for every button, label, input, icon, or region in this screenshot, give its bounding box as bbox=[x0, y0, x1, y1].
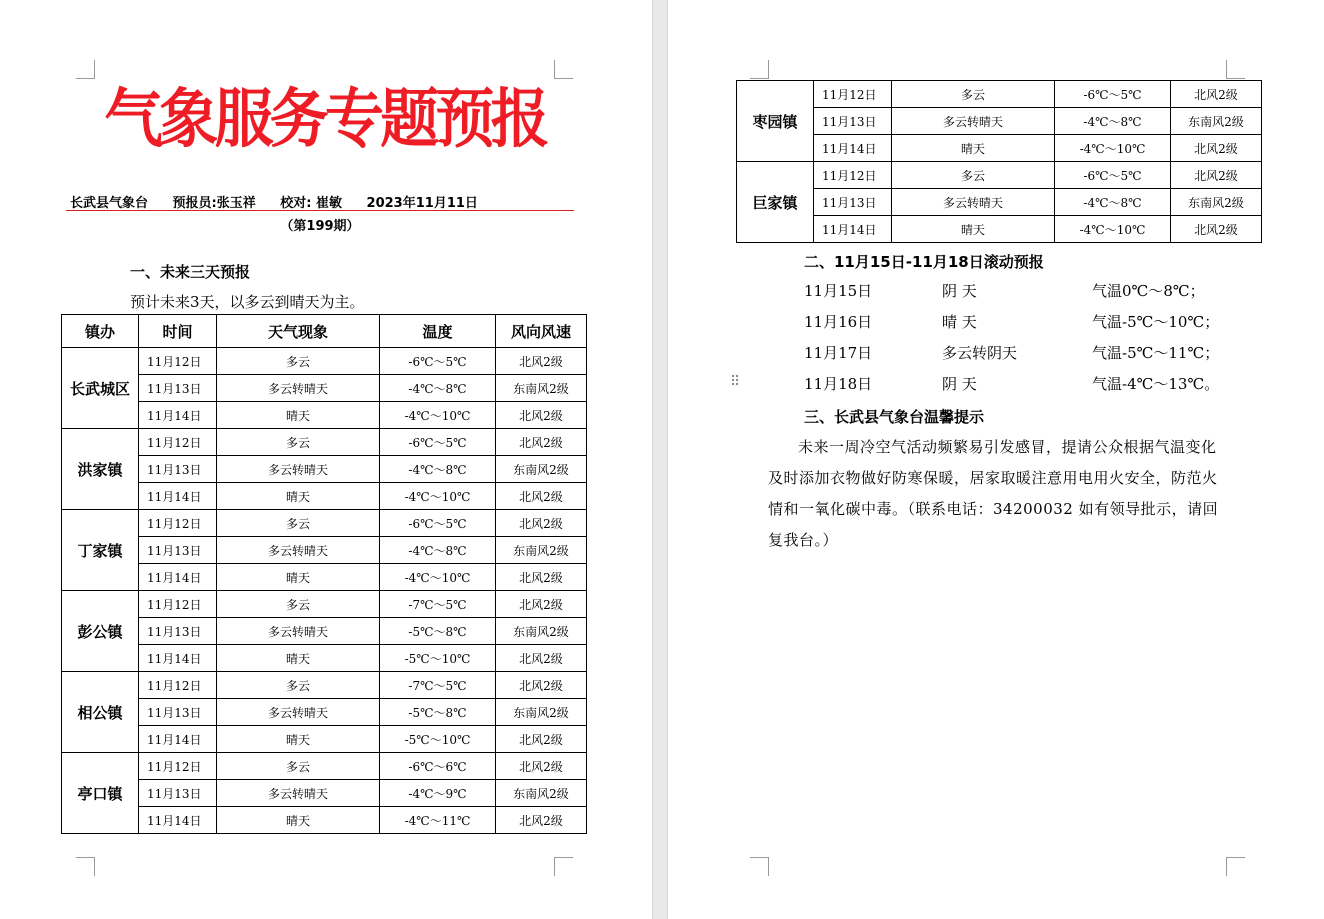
temp-cell: -7℃～5℃ bbox=[380, 672, 496, 699]
table-row bbox=[62, 483, 587, 510]
table-row bbox=[737, 108, 1262, 135]
weather-cell: 晴天 bbox=[217, 564, 380, 591]
date-cell: 11月14日 bbox=[139, 483, 217, 510]
table-row bbox=[62, 402, 587, 429]
date-cell: 11月12日 bbox=[139, 510, 217, 537]
date-cell: 11月12日 bbox=[139, 348, 217, 375]
temp-cell: -6℃～5℃ bbox=[1055, 162, 1171, 189]
col-header-wind: 风向风速 bbox=[496, 315, 587, 348]
col-header-town: 镇办 bbox=[62, 315, 139, 348]
rolling-weather: 晴 天 bbox=[942, 313, 977, 331]
weather-cell: 多云 bbox=[217, 753, 380, 780]
wind-cell: 北风2级 bbox=[496, 672, 587, 699]
temp-cell: -4℃～8℃ bbox=[1055, 189, 1171, 216]
date-cell: 11月12日 bbox=[814, 162, 892, 189]
table-row bbox=[62, 456, 587, 483]
table-row bbox=[737, 81, 1262, 108]
date-cell: 11月14日 bbox=[814, 135, 892, 162]
weather-cell: 晴天 bbox=[892, 216, 1055, 243]
wind-cell: 东南风2级 bbox=[496, 780, 587, 807]
wind-cell: 东南风2级 bbox=[1171, 108, 1262, 135]
date-cell: 11月14日 bbox=[139, 645, 217, 672]
crop-mark-icon bbox=[1226, 857, 1245, 876]
temp-cell: -4℃～10℃ bbox=[1055, 135, 1171, 162]
wind-cell: 北风2级 bbox=[1171, 81, 1262, 108]
issue-number: （第199期） bbox=[280, 219, 360, 234]
table-row bbox=[62, 699, 587, 726]
wind-cell: 北风2级 bbox=[1171, 216, 1262, 243]
crop-mark-icon bbox=[76, 60, 95, 79]
table-row bbox=[737, 135, 1262, 162]
rolling-weather: 阴 天 bbox=[942, 375, 977, 393]
header-line bbox=[70, 192, 570, 211]
date-cell: 11月12日 bbox=[814, 81, 892, 108]
table-row bbox=[62, 645, 587, 672]
temp-cell: -6℃～5℃ bbox=[1055, 81, 1171, 108]
list-item bbox=[804, 338, 1232, 369]
date-cell: 11月13日 bbox=[139, 618, 217, 645]
wind-cell: 北风2级 bbox=[496, 429, 587, 456]
section3-text: 未来一周冷空气活动频繁易引发感冒，提请公众根据气温变化及时添加衣物做好防寒保暖，居家取暖注意用电用火安全，防范火情和一氧化碳中毒。（联系电话：34200032 如有领导批示，请回复我台。） bbox=[768, 438, 1219, 549]
table-row bbox=[737, 216, 1262, 243]
town-name: 巨家镇 bbox=[737, 162, 814, 243]
table-row bbox=[62, 807, 587, 834]
table-row bbox=[62, 375, 587, 402]
rolling-date: 11月18日 bbox=[804, 375, 873, 393]
table-row bbox=[62, 780, 587, 807]
date-cell: 11月12日 bbox=[139, 672, 217, 699]
wind-cell: 北风2级 bbox=[1171, 135, 1262, 162]
town-name: 长武城区 bbox=[62, 348, 139, 429]
rolling-temp: 气温0℃～8℃； bbox=[1092, 282, 1205, 300]
page-gutter bbox=[652, 0, 668, 919]
temp-cell: -4℃～9℃ bbox=[380, 780, 496, 807]
drag-handle-icon[interactable]: ⠿ bbox=[730, 374, 741, 390]
list-item bbox=[804, 276, 1232, 307]
temp-cell: -6℃～6℃ bbox=[380, 753, 496, 780]
temp-cell: -6℃～5℃ bbox=[380, 510, 496, 537]
date-cell: 11月13日 bbox=[814, 108, 892, 135]
table-row bbox=[737, 162, 1262, 189]
forecast-table bbox=[61, 314, 587, 834]
temp-cell: -4℃～8℃ bbox=[380, 537, 496, 564]
temp-cell: -6℃～5℃ bbox=[380, 429, 496, 456]
wind-cell: 东南风2级 bbox=[496, 699, 587, 726]
date-cell: 11月13日 bbox=[814, 189, 892, 216]
date-cell: 11月14日 bbox=[814, 216, 892, 243]
table-row bbox=[737, 189, 1262, 216]
weather-cell: 多云转晴天 bbox=[217, 618, 380, 645]
weather-cell: 多云 bbox=[892, 81, 1055, 108]
section1-summary: 预计未来3天，以多云到晴天为主。 bbox=[130, 293, 365, 311]
section3-heading: 三、长武县气象台温馨提示 bbox=[804, 408, 985, 426]
wind-cell: 北风2级 bbox=[496, 483, 587, 510]
document-title: 气象服务专题预报 bbox=[104, 82, 546, 157]
col-header-temp: 温度 bbox=[380, 315, 496, 348]
date-cell: 11月14日 bbox=[139, 564, 217, 591]
weather-cell: 晴天 bbox=[217, 726, 380, 753]
wind-cell: 东南风2级 bbox=[1171, 189, 1262, 216]
weather-cell: 多云转晴天 bbox=[217, 456, 380, 483]
table-header-row bbox=[62, 315, 587, 348]
weather-cell: 多云 bbox=[217, 348, 380, 375]
wind-cell: 北风2级 bbox=[496, 402, 587, 429]
rolling-weather: 多云转阴天 bbox=[942, 344, 1018, 362]
table-row bbox=[62, 591, 587, 618]
temp-cell: -6℃～5℃ bbox=[380, 348, 496, 375]
table-row bbox=[62, 429, 587, 456]
table-row bbox=[62, 618, 587, 645]
table-row bbox=[62, 348, 587, 375]
rolling-forecast-list bbox=[804, 276, 1232, 400]
weather-cell: 多云转晴天 bbox=[892, 108, 1055, 135]
date-cell: 11月13日 bbox=[139, 699, 217, 726]
page-2 bbox=[668, 0, 1324, 919]
wind-cell: 北风2级 bbox=[496, 807, 587, 834]
wind-cell: 北风2级 bbox=[496, 564, 587, 591]
wind-cell: 东南风2级 bbox=[496, 456, 587, 483]
table-row bbox=[62, 753, 587, 780]
crop-mark-icon bbox=[1226, 60, 1245, 79]
crop-mark-icon bbox=[76, 857, 95, 876]
weather-cell: 多云转晴天 bbox=[217, 780, 380, 807]
table-row bbox=[62, 672, 587, 699]
weather-cell: 多云 bbox=[217, 672, 380, 699]
temp-cell: -4℃～8℃ bbox=[380, 375, 496, 402]
rolling-weather: 阴 天 bbox=[942, 282, 977, 300]
crop-mark-icon bbox=[554, 60, 573, 79]
temp-cell: -4℃～10℃ bbox=[380, 564, 496, 591]
temp-cell: -7℃～5℃ bbox=[380, 591, 496, 618]
date-cell: 11月14日 bbox=[139, 726, 217, 753]
list-item bbox=[804, 307, 1232, 338]
wind-cell: 东南风2级 bbox=[496, 375, 587, 402]
weather-cell: 多云 bbox=[217, 429, 380, 456]
table-row bbox=[62, 510, 587, 537]
agency-name: 长武县气象台 bbox=[70, 196, 149, 211]
wind-cell: 北风2级 bbox=[496, 726, 587, 753]
date-cell: 11月14日 bbox=[139, 402, 217, 429]
list-item bbox=[804, 369, 1232, 400]
checker: 校对: 崔敏 bbox=[280, 196, 343, 211]
weather-cell: 晴天 bbox=[217, 645, 380, 672]
rolling-date: 11月16日 bbox=[804, 313, 873, 331]
weather-cell: 多云转晴天 bbox=[217, 699, 380, 726]
weather-cell: 晴天 bbox=[217, 483, 380, 510]
town-name: 相公镇 bbox=[62, 672, 139, 753]
wind-cell: 北风2级 bbox=[1171, 162, 1262, 189]
temp-cell: -4℃～10℃ bbox=[380, 402, 496, 429]
section2-heading: 二、11月15日-11月18日滚动预报 bbox=[804, 253, 1044, 271]
weather-cell: 多云转晴天 bbox=[892, 189, 1055, 216]
col-header-weather: 天气现象 bbox=[217, 315, 380, 348]
temp-cell: -4℃～10℃ bbox=[380, 483, 496, 510]
crop-mark-icon bbox=[554, 857, 573, 876]
date-cell: 11月14日 bbox=[139, 807, 217, 834]
crop-mark-icon bbox=[750, 60, 769, 79]
date-cell: 11月13日 bbox=[139, 780, 217, 807]
wind-cell: 北风2级 bbox=[496, 753, 587, 780]
weather-cell: 多云 bbox=[892, 162, 1055, 189]
temp-cell: -4℃～11℃ bbox=[380, 807, 496, 834]
weather-cell: 多云 bbox=[217, 591, 380, 618]
wind-cell: 东南风2级 bbox=[496, 618, 587, 645]
date-cell: 11月12日 bbox=[139, 753, 217, 780]
weather-cell: 多云 bbox=[217, 510, 380, 537]
weather-cell: 多云转晴天 bbox=[217, 375, 380, 402]
forecast-table-continued bbox=[736, 80, 1262, 243]
table-row bbox=[62, 537, 587, 564]
rolling-date: 11月17日 bbox=[804, 344, 873, 362]
rolling-date: 11月15日 bbox=[804, 282, 873, 300]
forecaster: 预报员:张玉祥 bbox=[172, 196, 256, 211]
table-row bbox=[62, 726, 587, 753]
rolling-temp: 气温-5℃～10℃； bbox=[1092, 313, 1220, 331]
date-cell: 11月12日 bbox=[139, 591, 217, 618]
town-name: 亭口镇 bbox=[62, 753, 139, 834]
wind-cell: 东南风2级 bbox=[496, 537, 587, 564]
crop-mark-icon bbox=[750, 857, 769, 876]
temp-cell: -4℃～8℃ bbox=[1055, 108, 1171, 135]
date-cell: 11月13日 bbox=[139, 537, 217, 564]
temp-cell: -5℃～8℃ bbox=[380, 618, 496, 645]
wind-cell: 北风2级 bbox=[496, 348, 587, 375]
town-name: 洪家镇 bbox=[62, 429, 139, 510]
col-header-date: 时间 bbox=[139, 315, 217, 348]
town-name: 枣园镇 bbox=[737, 81, 814, 162]
wind-cell: 北风2级 bbox=[496, 591, 587, 618]
header-rule bbox=[66, 210, 574, 211]
page-1 bbox=[0, 0, 652, 919]
town-name: 丁家镇 bbox=[62, 510, 139, 591]
table-row bbox=[62, 564, 587, 591]
section1-heading: 一、未来三天预报 bbox=[130, 263, 251, 281]
temp-cell: -5℃～10℃ bbox=[380, 726, 496, 753]
wind-cell: 北风2级 bbox=[496, 645, 587, 672]
date-cell: 11月13日 bbox=[139, 375, 217, 402]
temp-cell: -4℃～8℃ bbox=[380, 456, 496, 483]
date-cell: 11月13日 bbox=[139, 456, 217, 483]
weather-cell: 多云转晴天 bbox=[217, 537, 380, 564]
temp-cell: -4℃～10℃ bbox=[1055, 216, 1171, 243]
date-cell: 11月12日 bbox=[139, 429, 217, 456]
issue-date: 2023年11月11日 bbox=[366, 196, 478, 211]
town-name: 彭公镇 bbox=[62, 591, 139, 672]
temp-cell: -5℃～10℃ bbox=[380, 645, 496, 672]
rolling-temp: 气温-4℃～13℃。 bbox=[1092, 375, 1220, 393]
wind-cell: 北风2级 bbox=[496, 510, 587, 537]
weather-cell: 晴天 bbox=[892, 135, 1055, 162]
weather-cell: 晴天 bbox=[217, 402, 380, 429]
weather-cell: 晴天 bbox=[217, 807, 380, 834]
rolling-temp: 气温-5℃～11℃； bbox=[1092, 344, 1220, 362]
temp-cell: -5℃～8℃ bbox=[380, 699, 496, 726]
